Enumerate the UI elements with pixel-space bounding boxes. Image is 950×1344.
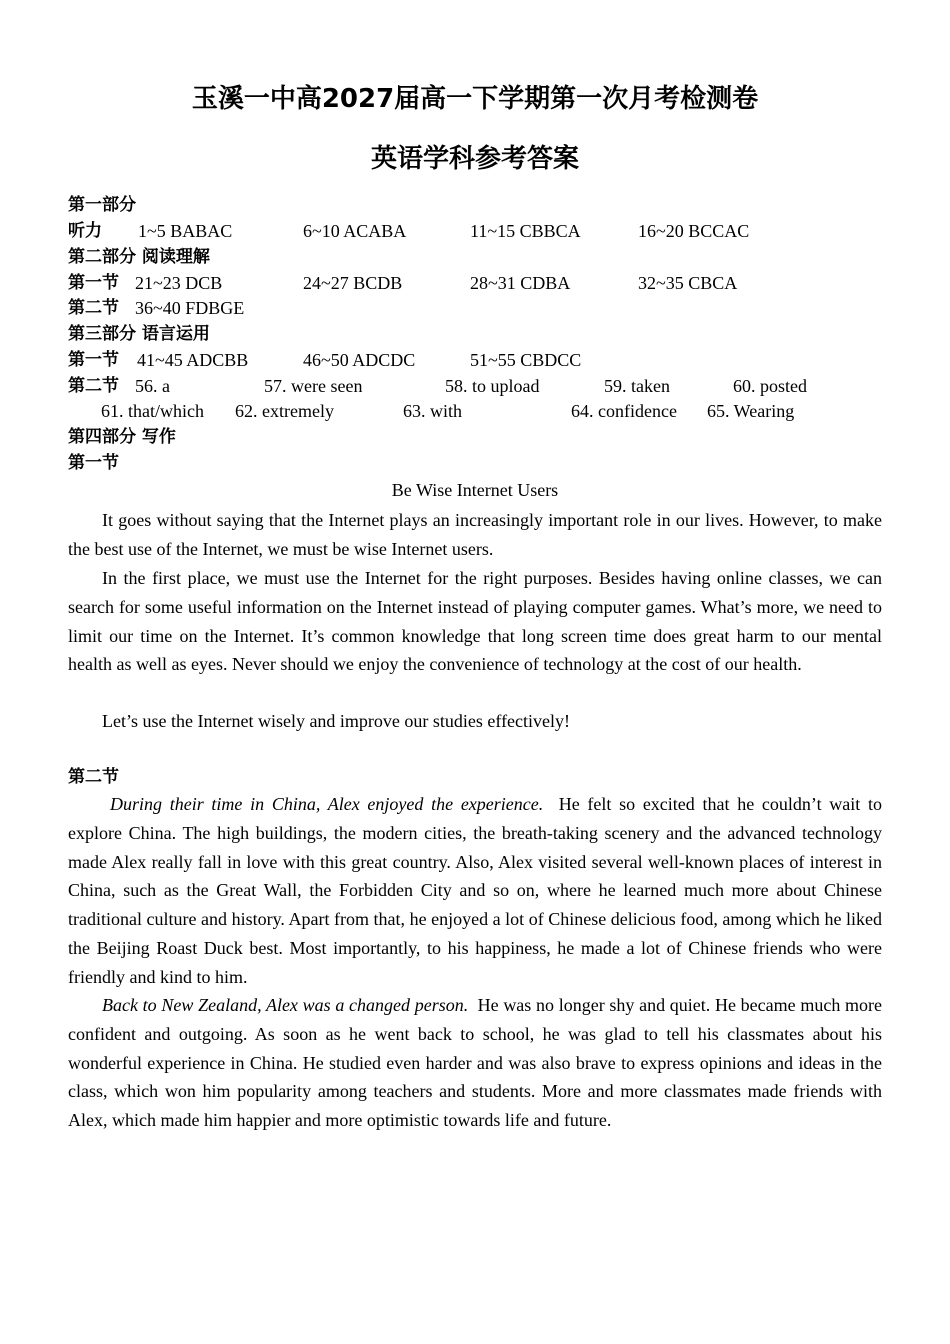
part1-heading: 第一部分 xyxy=(68,195,136,215)
answer-item: 65. Wearing xyxy=(707,401,795,421)
answer-item: 60. posted xyxy=(733,376,807,396)
answer-item: 62. extremely xyxy=(235,401,334,421)
section-label: 第二节 xyxy=(68,767,119,787)
essay-paragraph: It goes without saying that the Internet plays an increasingly important role in our lives. However, to make the best use of the Internet, we must be wise Internet users. xyxy=(68,510,882,559)
section-label: 第二节 xyxy=(68,376,119,396)
answer-group: 51~55 CBDCC xyxy=(470,350,582,370)
answer-group: 6~10 ACABA xyxy=(303,221,407,241)
answer-item: 61. that/which xyxy=(101,401,204,421)
section-label: 第一节 xyxy=(68,453,119,473)
essay-paragraph: Let’s use the Internet wisely and improve our studies effectively! xyxy=(102,711,571,731)
part4-heading: 第四部分 写作 xyxy=(68,427,176,447)
answer-group: 11~15 CBBCA xyxy=(470,221,581,241)
answer-group: 21~23 DCB xyxy=(135,273,223,293)
listening-row xyxy=(68,218,882,244)
answer-item: 64. confidence xyxy=(571,401,677,421)
answer-group: 46~50 ADCDC xyxy=(303,350,416,370)
part2-heading: 第二部分 阅读理解 xyxy=(68,247,210,267)
page-subtitle: 英语学科参考答案 xyxy=(370,144,579,174)
story-paragraph xyxy=(68,790,882,991)
story-body: He felt so excited that he couldn’t wait to explore China. The high buildings, the modern cities, the breath-taking scenery and the advanced technology made Alex really fall in love with this great country. Also, Alex visited several well-known places of interest in China, such as the Great Wall, the Forbidden City and so on, where he learned much more about Chinese traditional culture and history. Apart from that, he enjoyed a lot of Chinese delicious food, among which he liked the Beijing Roast Duck best. Most importantly, to his happiness, he made a lot of Chinese friends who were friendly and kind to him. xyxy=(68,794,882,987)
page-title: 玉溪一中高2027届高一下学期第一次月考检测卷 xyxy=(191,84,759,114)
section-label: 第一节 xyxy=(68,273,119,293)
story-body: He was no longer shy and quiet. He became much more confident and outgoing. As soon as he went back to school, he was glad to tell his classmates about his wonderful experience in China. He studied even harder and was also brave to express opinions and ideas in the class, which won him popularity among teachers and students. More and more classmates made friends with Alex, which made him happier and more optimistic towards life and future. xyxy=(68,995,882,1130)
essay-paragraph: In the first place, we must use the Internet for the right purposes. Besides having online classes, we can search for some useful information on the Internet instead of playing computer games. What’s more, we need to limit our time on the Internet. It’s common knowledge that long screen time does great harm to our mental health as well as eyes. Never should we enjoy the convenience of technology at the cost of our health. xyxy=(68,568,882,675)
answer-item: 56. a xyxy=(135,376,170,396)
essay-title: Be Wise Internet Users xyxy=(391,480,559,500)
reading-section1-row xyxy=(68,270,882,296)
answer-item: 63. with xyxy=(403,401,463,421)
section-label: 第一节 xyxy=(68,350,119,370)
story-paragraph xyxy=(68,991,882,1135)
answer-group: 28~31 CDBA xyxy=(470,273,571,293)
answer-group: 36~40 FDBGE xyxy=(135,298,245,318)
usage-section2-row2 xyxy=(68,398,882,424)
reading-section2-row xyxy=(68,295,882,321)
answer-item: 57. were seen xyxy=(264,376,363,396)
answer-item: 59. taken xyxy=(604,376,670,396)
section-label: 第二节 xyxy=(68,298,119,318)
story-lead-sentence: During their time in China, Alex enjoyed the experience. xyxy=(110,794,544,814)
answer-group: 32~35 CBCA xyxy=(638,273,738,293)
listening-label: 听力 xyxy=(68,221,102,241)
answer-group: 16~20 BCCAC xyxy=(638,221,750,241)
answer-group: 1~5 BABAC xyxy=(138,221,233,241)
answer-item: 58. to upload xyxy=(445,376,540,396)
usage-section2-row1 xyxy=(68,373,882,399)
usage-section1-row xyxy=(68,347,882,373)
answer-group: 41~45 ADCBB xyxy=(137,350,249,370)
part3-heading: 第三部分 语言运用 xyxy=(68,324,210,344)
answer-group: 24~27 BCDB xyxy=(303,273,403,293)
story-lead-sentence: Back to New Zealand, Alex was a changed person. xyxy=(102,995,469,1015)
